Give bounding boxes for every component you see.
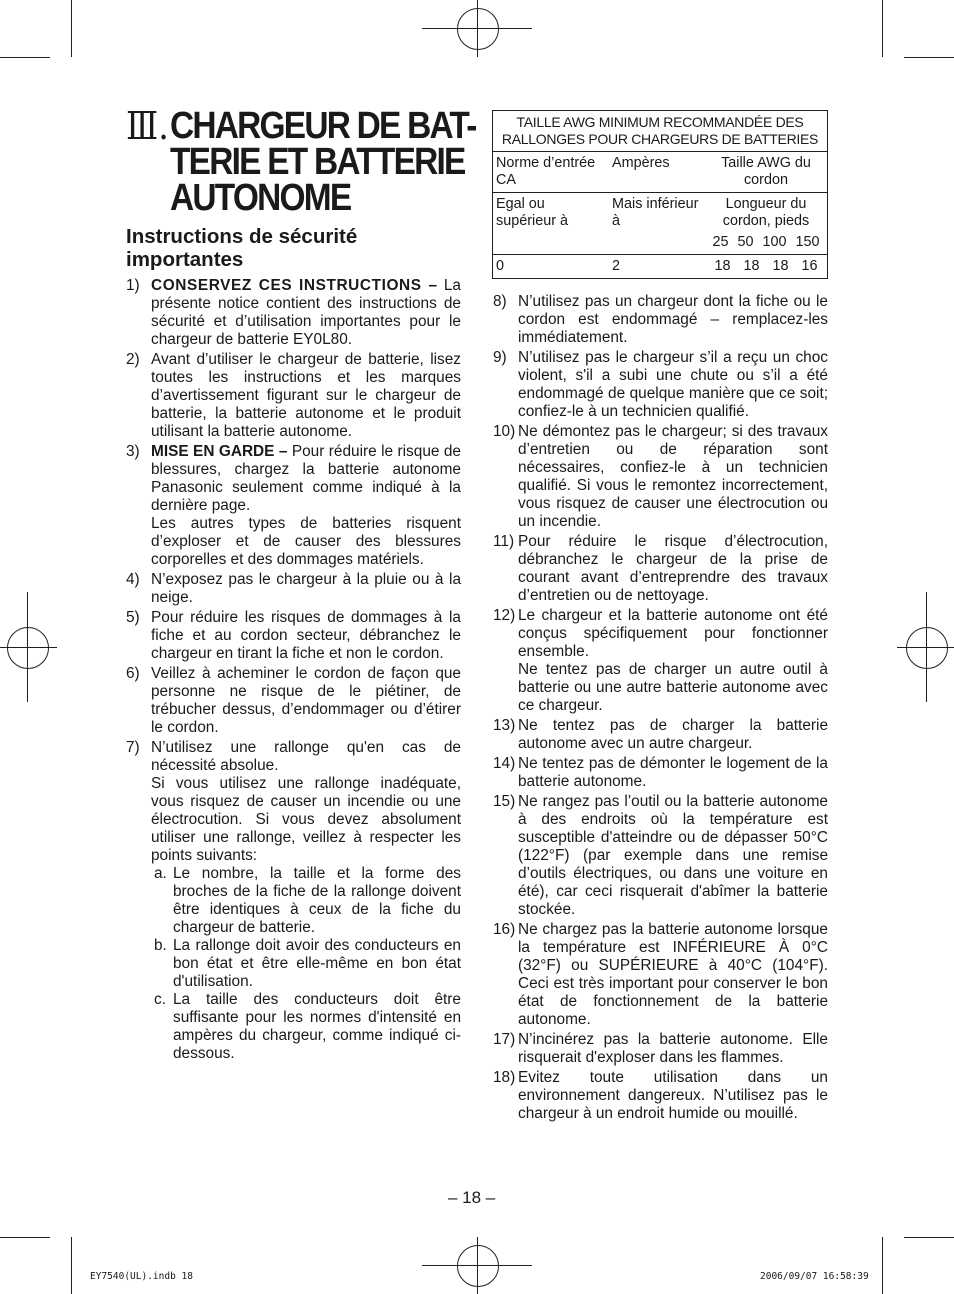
awg-value: 18 [772,258,789,274]
footer-timestamp: 2006/09/07 16:58:39 [760,1271,869,1282]
crop-mark [71,1237,72,1294]
list-item: 3) MISE EN GARDE – Pour réduire le risque de blessures, chargez la batterie autonome Panasonic seulement comme indiqué à la dernière page. Les autres types de batteries risquent d’exploser et de causer des blessures corporelles et des dommages matériels. [126,443,461,568]
awg-value: 18 [743,258,760,274]
list-item: 12) Le chargeur et la batterie autonome ont été conçus spécifiquement pour fonctionner ensemble. Ne tentez pas de charger un autre outil à batterie ou une autre batterie autonome avec ce chargeur. [493,607,828,714]
list-item: 13) Ne tentez pas de charger la batterie autonome avec un autre chargeur. [493,717,828,752]
awg-value: 18 [714,258,731,274]
table-cell: 0 [493,255,610,279]
awg-value: 16 [801,258,818,274]
awg-table [492,110,828,279]
length-value: 50 [737,234,754,250]
list-item: 18) Evitez toute utilisation dans un environnement dangereux. N’utilisez pas le chargeur à un endroit humide ou mouillé. [493,1069,828,1122]
list-item: 6) Veillez à acheminer le cordon de façon que personne ne risque de le piétiner, de trébucher dessus, d’endommager ou d’étirer le cordon. [126,665,461,736]
table-row [493,193,828,255]
right-column [493,293,828,1125]
length-value: 100 [762,234,787,250]
length-value: 25 [712,234,729,250]
list-item: 8) N’utilisez pas un chargeur dont la fiche ou le cordon est endommagé – remplacez-les immédiatement. [493,293,828,346]
table-row [493,255,828,279]
list-item: 10) Ne démontez pas le chargeur; si des travaux d’entretien ou de réparation sont nécessaires, confiez-le à un technicien qualifié. Si vous le remontez incorrectement, vous risquez de causer une électrocution ou un incendie. [493,423,828,530]
sub-list-item: c. La taille des conducteurs doit être suffisante pour les normes d'intensité en ampères du chargeur, comme indiqué ci-dessous. [154,991,461,1062]
registration-mark [457,8,499,50]
list-item: 7) N’utilisez une rallonge qu'en cas de nécessité absolue. Si vous utilisez une rallonge inadéquate, vous risquez de causer un incendie ou une électrocution. Si vous devez absolument utiliser une rallonge, veillez à respecter les points suivants: a. Le nombre, la taille et la forme des broches de la fiche de la rallonge doivent être identiques à ceux de la fiche du chargeur de batterie. b. La rallonge doit avoir des conducteurs en bon état et être elle-même en bon état d'utilisation. c. La taille des conducteurs doit être suffisante pour les normes d'intensité en ampères du chargeur, comme indiqué ci-dessous. [126,739,461,1062]
page-number: – 18 – [448,1188,496,1207]
table-header: TAILLE AWG MINIMUM RECOMMANDÉE DES RALLONGES POUR CHARGEURS DE BATTERIES [493,111,828,152]
crop-mark [0,57,50,58]
table-cell: Egal ou supérieur à [493,193,610,255]
list-item: 5) Pour réduire les risques de dommages à la fiche et au cordon secteur, débranchez le chargeur en tirant la fiche et non le cordon. [126,609,461,662]
title-line: TERIE ET BATTERIE [170,141,465,183]
list-item: 16) Ne chargez pas la batterie autonome lorsque la température est INFÉRIEURE À 0°C (32°F) ou SUPÉRIEURE à 40°C (104°F). Ceci est très important pour conserver le bon état de fonctionnement de la batterie autonome. [493,921,828,1028]
length-value: 150 [795,234,820,250]
table-cell: Taille AWG du cordon [705,152,828,193]
crop-mark [904,57,954,58]
list-item: 14) Ne tentez pas de démonter le logement de la batterie autonome. [493,755,828,790]
sub-list-item: a. Le nombre, la taille et la forme des broches de la fiche de la rallonge doivent être identiques à ceux de la fiche du chargeur de batterie. [154,865,461,936]
list-item: 11) Pour réduire le risque d’électrocution, débranchez le chargeur de la prise de courant avant d’entreprendre des travaux d’entretien ou de nettoyage. [493,533,828,604]
section-heading: Instructions de sécurité importantes [126,225,358,271]
left-column [126,277,461,1065]
list-item: 15) Ne rangez pas l’outil ou la batterie autonome à des endroits où la température est susceptible d'atteindre ou de dépasser 50°C (122°F) (par exemple dans une remise d’outils électriques, ou dans une voiture en été), car ceci risquerait d'abîmer la batterie stockée. [493,793,828,918]
table-cell [705,255,828,279]
table-cell: 2 [609,255,705,279]
crop-mark [71,0,72,57]
list-item: 17) N’incinérez pas la batterie autonome. Elle risquerait d'exploser dans les flammes. [493,1031,828,1066]
registration-mark [906,627,948,669]
section-numeral: Ⅲ. [126,104,169,148]
table-cell: Mais inférieur à [609,193,705,255]
list-item: 9) N’utilisez pas le chargeur s’il a reçu un choc violent, s'il a subi une chute ou s’il a été endommagé de quelque manière que ce soit; confiez-le à un technicien qualifié. [493,349,828,420]
title-line: AUTONOME [170,177,351,219]
sub-list-item: b. La rallonge doit avoir des conducteurs en bon état et être elle-même en bon état d'utilisation. [154,937,461,990]
crop-mark [882,0,883,57]
table-cell: Ampères [609,152,705,193]
crop-mark [904,1237,954,1238]
table-row [493,152,828,193]
list-item: 4) N’exposez pas le chargeur à la pluie ou à la neige. [126,571,461,606]
registration-mark [457,1245,499,1287]
crop-mark [0,1237,50,1238]
footer-file: EY7540(UL).indb 18 [90,1271,193,1282]
list-item: 2) Avant d’utiliser le chargeur de batterie, lisez toutes les instructions et les marques d’avertissement figurant sur le chargeur de batterie, la batterie autonome et le produit utilisant la batterie autonome. [126,351,461,440]
list-item: 1) CONSERVEZ CES INSTRUCTIONS – La présente notice contient des instructions de sécurité et d’utilisation importantes pour le chargeur de batterie EY0L80. [126,277,461,348]
crop-mark [882,1237,883,1294]
table-cell: Norme d’entrée CA [493,152,610,193]
registration-mark [7,627,49,669]
table-cell: Longueur du cordon, pieds 25 50 100 150 [705,193,828,255]
title-line: CHARGEUR DE BAT- [170,105,476,147]
